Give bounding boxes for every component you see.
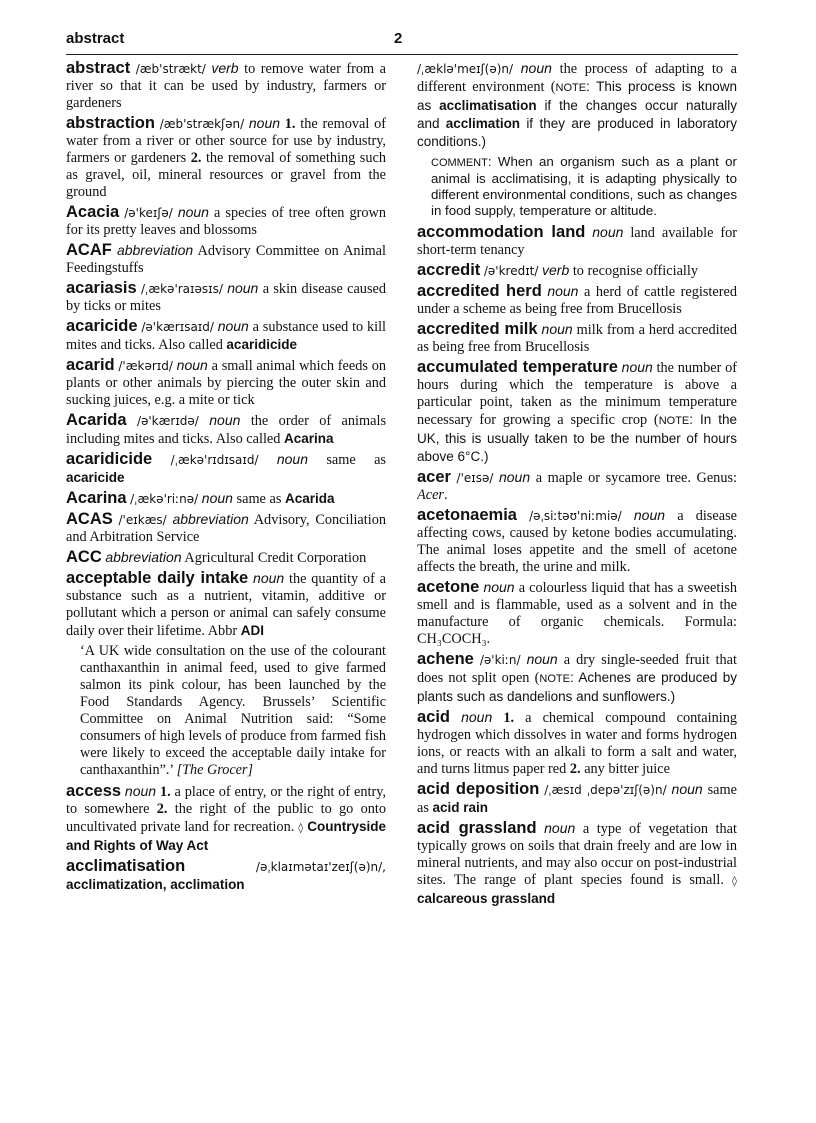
cross-reference: Acarina — [284, 431, 334, 446]
headword: Acacia — [66, 203, 120, 221]
entry-acceptable-daily-intake — [66, 570, 386, 640]
headword: Acarida — [66, 411, 127, 429]
definition: to remove water from a river so that it can be used by industry, farmers or gardeners — [66, 61, 386, 111]
headword: acceptable daily intake — [66, 569, 249, 587]
note-label: NOTE — [539, 673, 570, 685]
headword: acid grassland — [417, 819, 537, 837]
pronunciation: /ˌækə'riːnə/ — [130, 492, 199, 506]
definition: the removal of something such as gravel, oil, mineral resources or gravel from the ground — [66, 150, 386, 200]
entry-accommodation-land — [417, 224, 737, 259]
part-of-speech: noun — [461, 709, 493, 725]
cross-reference: acclimatisation — [439, 98, 537, 113]
part-of-speech: noun — [544, 820, 576, 836]
comment-text: : When an organism such as a plant or animal is acclimatising, it is adapting physically to different environmental conditions, such as changes in food supply, temperature or altitude. — [431, 154, 737, 218]
definition: same as — [236, 491, 282, 507]
part-of-speech: noun — [526, 651, 558, 667]
entry-acaridicide — [66, 451, 386, 487]
part-of-speech: noun — [177, 204, 209, 220]
sense-number: 1. — [159, 784, 171, 800]
cross-reference: ADI — [240, 623, 264, 638]
cross-reference: acid rain — [432, 800, 489, 815]
entry-achene — [417, 651, 737, 706]
definition: the process of adapting to a different environment ( — [417, 61, 737, 95]
definition: a skin disease caused by ticks or mites — [66, 281, 386, 314]
headword: acer — [417, 468, 451, 486]
pronunciation: /ə'kærɪdə/ — [136, 414, 199, 428]
entry-acid-deposition — [417, 781, 737, 817]
headword: accredit — [417, 261, 481, 279]
pronunciation: /æb'strækʃən/ — [159, 117, 245, 131]
headword: accommodation land — [417, 223, 586, 241]
cross-reference: Acarida — [284, 491, 335, 506]
definition: Advisory, Conciliation and Arbitration Service — [66, 512, 386, 545]
citation-quote — [80, 643, 386, 779]
definition: a maple or sycamore tree. Genus: — [535, 470, 737, 486]
definition: a disease affecting cows, caused by ketone bodies accumulating. The animal loses appetite and the smell of acetone affects the breath, the urine and milk. — [417, 508, 737, 575]
definition: a species of tree often grown for its pretty leaves and blossoms — [66, 205, 386, 238]
definition: the right of the public to go onto uncultivated private land for recreation. — [66, 801, 386, 835]
definition: milk from a herd accredited as being free from Brucellosis — [417, 322, 737, 355]
cross-reference: calcareous grassland — [417, 891, 556, 906]
entry-acacia — [66, 204, 386, 239]
pronunciation: /ə'kiːn/ — [479, 653, 521, 667]
cross-reference: acaridicide — [226, 337, 297, 352]
entry-abstract — [66, 60, 386, 112]
comment-box — [431, 154, 737, 219]
cross-reference: acclimation — [445, 116, 521, 131]
part-of-speech: verb — [542, 262, 570, 278]
definition: the removal of water from a river or other source for use by industry, farmers or gardeners — [66, 116, 386, 166]
part-of-speech: noun — [541, 321, 573, 337]
entry-acarida — [66, 412, 386, 448]
entry-acetone — [417, 579, 737, 648]
part-of-speech: abbreviation — [116, 242, 194, 258]
part-of-speech: noun — [217, 318, 249, 334]
right-column — [417, 60, 737, 1060]
see-also-icon: ◊ — [732, 876, 737, 887]
part-of-speech: noun — [276, 451, 309, 467]
see-also-icon: ◊ — [298, 823, 304, 834]
entry-acclimation-continued — [417, 60, 737, 151]
definition: Agricultural Credit Corporation — [184, 550, 367, 566]
entry-acid — [417, 709, 737, 778]
part-of-speech: noun — [176, 357, 208, 373]
entry-accumulated-temperature — [417, 359, 737, 466]
entry-acarid — [66, 357, 386, 409]
variant-forms: acclimatization, acclimation — [66, 877, 245, 892]
headword: acaridicide — [66, 450, 153, 468]
pronunciation: /'ækərɪd/ — [118, 359, 173, 373]
headword: achene — [417, 650, 474, 668]
entry-acer — [417, 469, 737, 504]
part-of-speech: noun — [124, 783, 157, 799]
definition: same as — [417, 782, 737, 816]
left-column — [66, 60, 386, 1060]
headword: acaricide — [66, 317, 138, 335]
definition: a place of entry, or the right of entry, to somewhere — [66, 784, 386, 817]
part-of-speech: noun — [227, 280, 259, 296]
definition: a type of vegetation that typically grows on soils that drain freely and are low in mineral nutrients, and may also occur on post-industrial sites. The range of plant species found is small. — [417, 821, 737, 888]
headword: acetone — [417, 578, 480, 596]
headword: acid — [417, 708, 451, 726]
part-of-speech: noun — [248, 115, 281, 131]
entry-acas — [66, 511, 386, 546]
headword: acarid — [66, 356, 115, 374]
definition: a small animal which feeds on plants or other animals by piercing the outer skin and sucking juices, e.g. a mite or tick — [66, 358, 386, 408]
headword: Acarina — [66, 489, 127, 507]
sense-number: 2. — [156, 801, 168, 817]
definition: a dry single-seeded fruit that does not split open ( — [417, 652, 737, 686]
entry-abstraction — [66, 115, 386, 201]
part-of-speech: noun — [671, 781, 703, 797]
headword: acariasis — [66, 279, 137, 297]
part-of-speech: abbreviation — [172, 511, 249, 527]
part-of-speech: abbreviation — [105, 549, 182, 565]
headword: ACAF — [66, 241, 112, 259]
cross-reference: acaricide — [66, 470, 125, 485]
pronunciation: /ˌæklə'meɪʃ(ə)n/ — [417, 62, 514, 76]
entry-accredited-milk — [417, 321, 737, 356]
entry-acarina — [66, 490, 386, 508]
definition: any bitter juice — [584, 761, 670, 777]
comment-label: COMMENT — [431, 157, 488, 169]
definition: Advisory Committee on Animal Feedingstuffs — [66, 243, 386, 276]
pronunciation: /ə'keɪʃə/ — [124, 206, 173, 220]
definition: the number of hours during which the temperature is above a particular point, taken as the minimum temperature necessary for growing a specific crop ( — [417, 360, 737, 428]
part-of-speech: noun — [633, 507, 666, 523]
entry-accredit — [417, 262, 737, 280]
headword: ACAS — [66, 510, 113, 528]
entry-acclimatisation — [66, 858, 386, 894]
quote-text: ‘A UK wide consultation on the use of the colourant canthaxanthin in animal feed, used to give farmed salmon its pink colour, has been launched by the Food Standards Agency. Brussels’ Scientific Committee on Animal Nutrition said: “Some consumers of high levels of produce from farmed fish were likely to exceed the acceptable daily intake for canthaxanthin”.’ — [80, 643, 386, 778]
entry-acariasis — [66, 280, 386, 315]
definition: a chemical compound containing hydrogen which dissolves in water and forms hydrogen ions, or reacts with an alkali to form a salt and water, and turns litmus paper red — [417, 710, 737, 777]
note-text: : Achenes are produced by plants such as dandelions and sunflowers.) — [417, 670, 737, 704]
entry-acc — [66, 549, 386, 567]
pronunciation: /əˌklaɪmətaɪ'zeɪʃ(ə)n/, — [255, 860, 386, 874]
part-of-speech: noun — [520, 60, 552, 76]
headword: ACC — [66, 548, 102, 566]
definition: same as — [326, 452, 386, 468]
quote-source: [The Grocer] — [176, 762, 253, 778]
headword: acetonaemia — [417, 506, 517, 524]
part-of-speech: noun — [621, 359, 653, 375]
definition: a herd of cattle registered under a scheme as being free from Brucellosis — [417, 284, 737, 317]
part-of-speech: noun — [592, 224, 624, 240]
part-of-speech: noun — [253, 570, 285, 586]
definition: the order of animals including mites and ticks. Also called — [66, 413, 386, 447]
definition: a colourless liquid that has a sweetish smell and is flammable, used as a solvent and in the manufacture of organic chemicals. Formula: CH₃COCH₃. — [417, 580, 737, 647]
sense-number: 2. — [190, 150, 202, 166]
headword: accredited milk — [417, 320, 538, 338]
part-of-speech: verb — [211, 60, 239, 76]
entry-accredited-herd — [417, 283, 737, 318]
guide-word: abstract — [66, 30, 125, 47]
part-of-speech: noun — [483, 579, 515, 595]
headword: acid deposition — [417, 780, 540, 798]
pronunciation: /ˌæsɪd ˌdepə'zɪʃ(ə)n/ — [544, 783, 667, 797]
sense-number: 1. — [503, 710, 515, 726]
note-text: if they are produced in laboratory conditions.) — [417, 116, 737, 149]
pronunciation: /əˌsiːtəʊ'niːmiə/ — [529, 509, 622, 523]
note-label: NOTE — [658, 415, 690, 427]
pronunciation: /'eɪsə/ — [456, 471, 494, 485]
punctuation: . — [444, 487, 448, 503]
entry-acaf — [66, 242, 386, 277]
page-number: 2 — [394, 30, 403, 47]
headword: acclimatisation — [66, 857, 186, 875]
pronunciation: /ˌækə'rɪdɪsaɪd/ — [170, 453, 259, 467]
note-text: : This process is known as — [417, 79, 737, 113]
pronunciation: /ə'kredɪt/ — [483, 264, 539, 278]
part-of-speech: noun — [547, 283, 579, 299]
definition: to recognise officially — [572, 263, 699, 279]
definition: land available for short-term tenancy — [417, 225, 737, 258]
cross-reference: Countryside and Rights of Way Act — [66, 819, 386, 853]
entry-acetonaemia — [417, 507, 737, 576]
headword: accumulated temperature — [417, 358, 618, 376]
headword: accredited herd — [417, 282, 542, 300]
part-of-speech: noun — [498, 469, 531, 485]
pronunciation: /æb'strækt/ — [135, 62, 206, 76]
note-text: : In the UK, this is usually taken to be the number of hours above 6°C.) — [417, 412, 737, 464]
part-of-speech: noun — [209, 412, 241, 428]
note-label: NOTE — [555, 82, 587, 94]
definition: a substance used to kill mites and ticks. Also called — [66, 319, 386, 353]
headword: access — [66, 782, 122, 800]
part-of-speech: noun — [201, 490, 233, 506]
sense-number: 1. — [284, 116, 296, 132]
definition: the quantity of a substance such as a nutrient, vitamin, additive or pollutant which a person or animal can safely consume daily over their lifetime. Abbr — [66, 571, 386, 639]
entry-acid-grassland — [417, 820, 737, 908]
running-header — [66, 30, 738, 55]
genus-name: Acer — [417, 487, 444, 503]
headword: abstract — [66, 60, 131, 77]
headword: abstraction — [66, 114, 155, 132]
entry-acaricide — [66, 318, 386, 354]
sense-number: 2. — [569, 761, 581, 777]
pronunciation: /ˌækə'raɪəsɪs/ — [140, 282, 223, 296]
pronunciation: /ə'kærɪsaɪd/ — [141, 320, 214, 334]
pronunciation: /'eɪkæs/ — [118, 513, 167, 527]
entry-access — [66, 783, 386, 855]
note-text: if the changes occur naturally and — [417, 98, 737, 131]
